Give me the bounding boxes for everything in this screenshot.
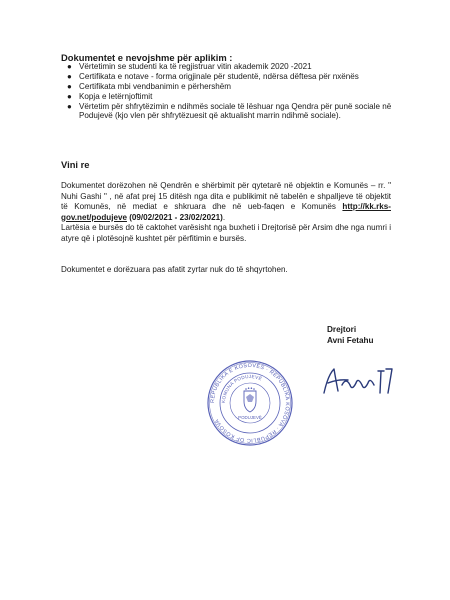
municipality-link[interactable]: http://kk.rks-gov.net/podujeve [61,202,391,222]
list-item-text: Vërtetim për shfrytëzimin e ndihmës sociale të lëshuar nga Qendra për punë sociale në Podujevë (kjo vlen për shfrytëzuesit që aktualisht marrin ndihmë sociale). [79,101,392,121]
list-item-text: Certifikata mbi vendbanimin e përhershëm [79,81,232,91]
svg-text:KOMUNA PODUJEVË [221,374,263,403]
list-item-text: Certifikata e notave - forma origjinale për studentë, ndërsa dëftesa për nxënës [79,71,359,81]
requirements-heading: Dokumentet e nevojshme për aplikim : [61,52,233,63]
requirements-list [62,62,402,121]
list-item [62,62,402,71]
list-item [62,72,402,81]
list-item [62,92,402,101]
list-item-text: Vërtetimin se studenti ka të regjistruar vitin akademik 2020 -2021 [79,62,312,71]
list-item [62,82,402,91]
official-seal [206,359,294,447]
bullet-icon: ● [67,62,72,71]
bullet-icon: ● [67,101,72,111]
list-item [62,102,402,121]
date-range: (09/02/2021 - 23/02/2021) [126,212,223,222]
paragraph-end: . [222,212,226,222]
submission-paragraph [61,181,391,223]
seal-inner-text: KOMUNA PODUJEVË [220,373,263,404]
notes-heading: Vini re [61,159,90,170]
bullet-icon: ● [67,91,72,101]
seal-outer-text: REPUBLIKA E KOSOVËS · REPUBLIKA KOSOVA · REPUBLIC OF KOSOVA [209,362,291,444]
list-item-text: Kopja e letërnjoftimit [79,91,153,101]
seal-center-text: PODUJEVË [238,415,262,420]
late-submission-paragraph: Dokumentet e dorëzuara pas afatit zyrtar nuk do të shqyrtohen. [61,265,288,274]
signatory-title: Drejtori [327,325,357,334]
bullet-icon: ● [67,81,72,91]
submission-text: Dokumentet dorëzohen në Qendrën e shërbimit për qytetarë në objektin e Komunës – rr. " Nuhi Gashi " , në afat prej 15 ditësh nga dita e publikimit në tabelën e shpalljeve të objektit të Komunës, në mediat e shkruara dhe në ueb-faqen e Komunës [61,181,391,211]
handwritten-signature [318,363,400,399]
bullet-icon: ● [67,71,72,81]
signatory-name: Avni Fetahu [327,335,374,345]
coat-of-arms-icon [244,387,256,412]
scholarship-amount-paragraph: Lartësia e bursës do të caktohet varësisht nga buxheti i Drejtorisë për Arsim dhe nga numri i atyre që i plotësojnë kushtet për përfitimin e bursës. [61,223,391,243]
signatory-block [327,325,374,346]
